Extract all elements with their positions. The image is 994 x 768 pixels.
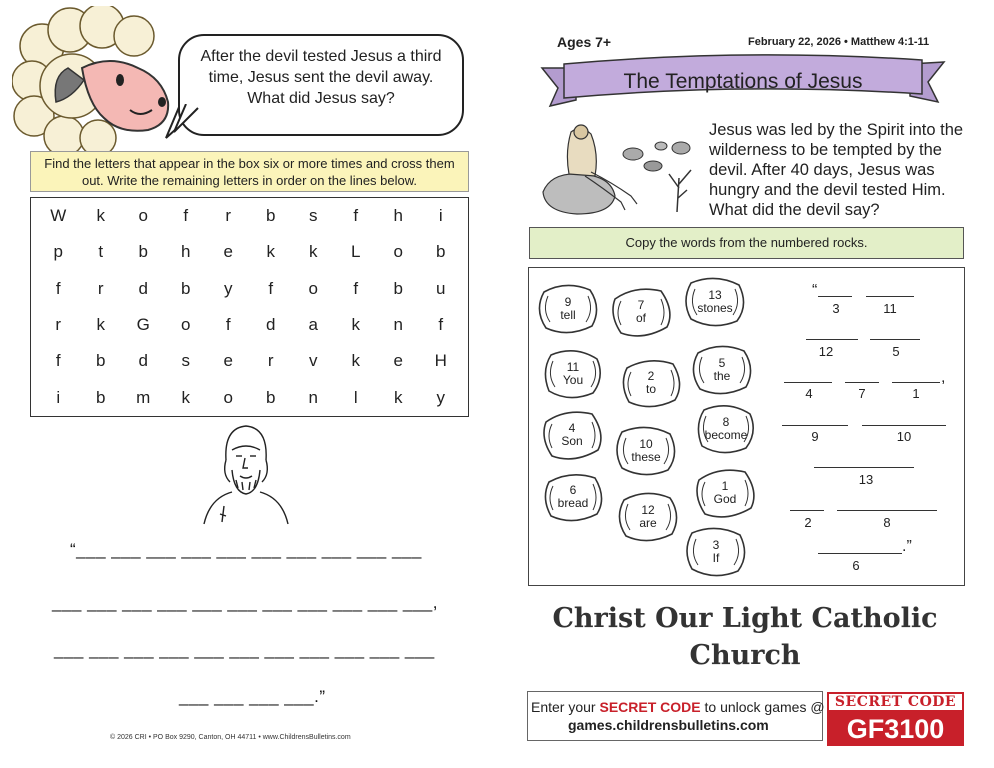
rock-number: 9 [564,295,572,309]
secret-code-badge-label: SECRET CODE [827,692,964,712]
grid-letter[interactable]: r [225,206,232,225]
story-text: Jesus was led by the Spirit into the wilderness to be tempted by the devil. After 40 days, Jesus was hungry and the devil tested Him. What did the devil say? [709,121,964,219]
grid-letter[interactable]: b [96,351,106,371]
answer-number: 5 [892,344,900,359]
grid-letter[interactable]: k [96,314,105,334]
rock [619,356,683,410]
grid-letter[interactable]: s [309,206,318,225]
answer-blank[interactable] [818,296,852,297]
rock [609,285,673,339]
grid-letter[interactable]: f [353,278,359,298]
letter-puzzle-instructions: Find the letters that appear in the box six or more times and cross them out. Write the remaining letters in order on the lines below. [30,151,469,192]
grid-letter[interactable]: o [393,242,403,262]
rock-number: 8 [722,415,730,429]
grid-letter[interactable]: d [138,351,148,371]
grid-letter[interactable]: b [436,242,446,262]
page-title: The Temptations of Jesus [623,70,863,93]
grid-letter[interactable]: f [353,206,359,225]
grid-letter[interactable]: k [351,314,360,334]
grid-letter[interactable]: i [438,206,443,225]
rock [690,343,754,397]
grid-letter[interactable]: b [266,387,276,407]
grid-letter[interactable]: f [183,206,189,225]
rock-number: 13 [708,288,722,302]
rock-word: are [639,516,657,530]
rock [614,424,678,478]
grid-letter[interactable]: i [56,387,61,407]
answer-blank[interactable] [892,382,940,383]
bubble-line: After the devil tested Jesus a third [200,48,442,65]
jesus-sketch [196,420,292,526]
answer-number: 9 [811,429,819,444]
close-quote: .” [902,538,912,555]
answer-number: 4 [805,386,813,401]
answer-number: 13 [858,472,874,487]
rock-number: 4 [568,421,576,435]
bubble-line: time, Jesus sent the devil away. [208,69,434,86]
bubble-tail-cover [170,104,200,134]
rock-word: You [562,373,584,387]
grid-letter[interactable]: k [394,387,403,407]
answer-number: 11 [883,301,897,316]
rock-word: Son [561,434,583,448]
rock-word: to [645,382,656,396]
rock [616,490,680,544]
answer-number: 3 [832,301,840,316]
answer-blank[interactable] [866,296,914,297]
grid-letter[interactable]: h [181,242,191,262]
grid-letter[interactable]: v [309,351,318,371]
rock-number: 2 [647,369,655,383]
code-emphasis: SECRET CODE [599,699,701,715]
answer-blank[interactable] [806,339,858,340]
grid-letter[interactable]: k [96,206,105,225]
rock-word: these [631,450,661,464]
speech-bubble [178,34,464,136]
grid-letter[interactable]: H [434,351,447,371]
grid-letter[interactable]: l [353,387,358,407]
grid-letter[interactable]: b [393,278,403,298]
answer-line-2[interactable]: ___ ___ ___ ___ ___ ___ ___ ___ ___ ___ ___, [52,593,438,612]
answer-blank[interactable] [845,382,879,383]
rock [541,470,605,524]
grid-letter[interactable]: y [436,387,445,407]
rock-word: the [713,369,731,383]
grid-letter[interactable]: m [136,387,151,407]
rock-number: 7 [637,298,645,312]
bubble-line: What did Jesus say? [247,90,395,107]
grid-letter[interactable]: u [436,278,446,298]
grid-letter[interactable]: d [266,314,276,334]
secret-code-value: GF3100 [827,712,964,746]
grid-letter[interactable]: f [438,314,444,334]
rock [540,408,604,462]
grid-letter[interactable]: o [138,206,148,225]
rock-word: If [712,551,720,565]
answer-blank[interactable] [814,467,914,468]
rock-word: stones [697,301,733,315]
grid-letter[interactable]: p [53,242,63,262]
grid-letter[interactable]: e [393,351,403,371]
grid-letter[interactable]: G [136,314,150,334]
grid-letter[interactable]: e [223,242,233,262]
grid-letter[interactable]: k [351,351,360,371]
answer-blank[interactable] [790,510,824,511]
rock [684,525,748,579]
grid-letter[interactable]: t [98,242,104,262]
grid-letter[interactable]: a [308,314,318,334]
grid-letter[interactable]: n [393,314,403,334]
rock-number: 5 [718,356,726,370]
grid-letter[interactable]: o [223,387,233,407]
date-scripture-ref: February 22, 2026 • Matthew 4:1-11 [748,36,930,48]
answer-number: 2 [804,515,812,530]
rock-word: bread [557,496,589,510]
answer-blank[interactable] [837,510,937,511]
grid-letter[interactable]: f [268,278,274,298]
grid-letter[interactable]: r [267,351,274,371]
grid-letter[interactable]: d [138,278,148,298]
rock-number: 1 [721,479,729,493]
answer-number: 12 [818,344,834,359]
grid-letter[interactable]: f [55,278,61,298]
grid-letter[interactable]: b [181,278,191,298]
rock-number: 12 [641,503,655,517]
grid-letter[interactable]: W [50,206,67,225]
answer-blank[interactable] [870,339,920,340]
grid-letter[interactable]: f [225,314,231,334]
grid-letter[interactable]: r [55,314,62,334]
grid-letter[interactable]: L [351,242,361,262]
rock [541,347,605,401]
grid-letter[interactable]: o [308,278,318,298]
age-label: Ages 7+ [557,34,612,50]
rock [683,275,747,329]
grid-letter[interactable]: s [181,351,190,371]
sheep-illustration [12,6,182,156]
rock [693,466,757,520]
church-name: Christ Our Light Catholic Church [552,603,938,671]
answer-number: 7 [858,386,866,401]
rock-word: of [635,311,646,325]
rock-number: 10 [639,437,653,451]
grid-letter[interactable]: b [96,387,106,407]
rocks-instructions: Copy the words from the numbered rocks. [529,227,964,259]
answer-blank[interactable] [784,382,832,383]
rock-word: tell [560,308,576,322]
grid-letter[interactable]: f [55,351,61,371]
grid-letter[interactable]: o [181,314,191,334]
letter-grid [30,197,469,417]
grid-letter[interactable]: h [393,206,403,225]
rock [536,282,600,336]
answer-blank[interactable] [862,425,946,426]
grid-letter[interactable]: y [224,278,233,298]
grid-letter[interactable]: k [309,242,318,262]
answer-blank[interactable] [818,553,902,554]
rock [694,402,758,456]
grid-letter[interactable]: b [138,242,148,262]
grid-letter[interactable]: k [266,242,275,262]
answer-line-3[interactable]: ___ ___ ___ ___ ___ ___ ___ ___ ___ ___ ___ [54,640,435,659]
secret-code-prompt [531,699,825,715]
grid-letter[interactable]: e [223,351,233,371]
grid-letter[interactable]: n [308,387,318,407]
answer-number: 8 [883,515,891,530]
code-prefix: Enter your [531,699,600,715]
rock-number: 6 [569,483,577,497]
rock-word: God [713,492,737,506]
grid-letter[interactable]: b [266,206,276,225]
grid-letter[interactable]: r [97,278,104,298]
rock-word: become [704,428,748,442]
open-quote: “ [812,282,818,299]
games-website-link[interactable]: games.childrensbulletins.com [568,717,769,733]
comma: , [941,369,946,386]
answer-line-1[interactable]: “___ ___ ___ ___ ___ ___ ___ ___ ___ ___ [70,540,422,559]
answer-number: 10 [896,429,912,444]
jesus-wilderness-illustration [541,122,701,222]
copyright-footer: © 2026 CRI • PO Box 9290, Canton, OH 44711 • www.ChildrensBulletins.com [110,734,351,741]
grid-letter[interactable]: k [181,387,190,407]
code-suffix: to unlock games @ [700,699,825,715]
rock-number: 11 [566,360,580,374]
rock-number: 3 [712,538,720,552]
answer-line-4[interactable]: ___ ___ ___ ___.” [179,687,326,706]
answer-number: 1 [912,386,920,401]
answer-number: 6 [852,558,860,573]
answer-blank[interactable] [782,425,848,426]
